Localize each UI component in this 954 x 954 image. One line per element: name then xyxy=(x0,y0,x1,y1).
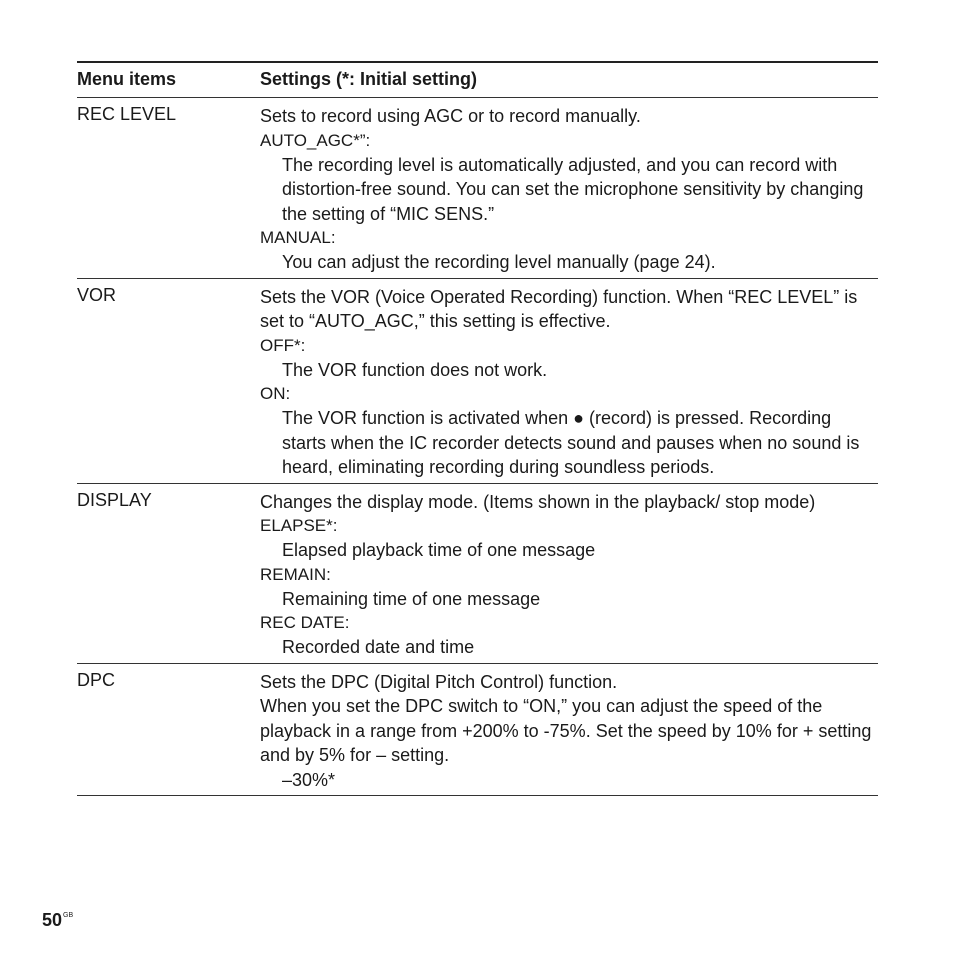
settings-cell xyxy=(260,664,878,796)
option-label: AUTO_AGC*”: xyxy=(260,130,371,150)
settings-cell xyxy=(260,98,878,278)
option-label: ELAPSE*: xyxy=(260,516,338,535)
option-label: –30%* xyxy=(282,769,336,790)
option-description: Recorded date and time xyxy=(282,637,475,657)
option-description: You can adjust the recording level manually (page 24). xyxy=(282,252,716,272)
option-description: Remaining time of one message xyxy=(282,588,541,609)
setting-description: When you set the DPC switch to “ON,” you can adjust the speed of the playback in a range from +200% to -75%. Set the speed by 10% for + setting and by 5% for – setting. xyxy=(260,696,872,765)
option-description: The VOR function is activated when ● (record) is pressed. Recording starts when the IC recorder detects sound and pauses when no sound is heard, eliminating recording during soundless periods. xyxy=(282,408,860,477)
menu-item-rec-level: REC LEVEL xyxy=(77,104,177,124)
menu-item-vor: VOR xyxy=(77,284,117,305)
table-header xyxy=(77,63,878,98)
table-row xyxy=(77,484,878,664)
option-label: OFF*: xyxy=(260,335,306,355)
option-description: Elapsed playback time of one message xyxy=(282,540,596,560)
settings-cell xyxy=(260,279,878,483)
setting-lead: Changes the display mode. (Items shown in the playback/ stop mode) xyxy=(260,491,816,512)
menu-item-display: DISPLAY xyxy=(77,489,152,510)
settings-table xyxy=(77,61,878,796)
setting-lead: Sets to record using AGC or to record manually. xyxy=(260,106,641,126)
menu-item-dpc: DPC xyxy=(77,669,116,690)
header-menu-items: Menu items xyxy=(77,69,177,89)
page-region-code: GB xyxy=(63,912,74,919)
option-label: REMAIN: xyxy=(260,564,331,584)
header-settings: Settings (*: Initial setting) xyxy=(260,69,478,89)
option-description: The VOR function does not work. xyxy=(282,359,548,380)
table-row xyxy=(77,98,878,279)
option-label: ON: xyxy=(260,384,291,403)
setting-lead: Sets the VOR (Voice Operated Recording) function. When “REC LEVEL” is set to “AUTO_AGC,” this setting is effective. xyxy=(260,286,858,331)
option-description: The recording level is automatically adjusted, and you can record with distortion-free sound. You can set the microphone sensitivity by changing the setting of “MIC SENS.” xyxy=(282,154,864,224)
option-label: REC DATE: xyxy=(260,613,350,632)
setting-lead: Sets the DPC (Digital Pitch Control) function. xyxy=(260,671,618,692)
table-row xyxy=(77,664,878,797)
settings-cell xyxy=(260,484,878,663)
page-number xyxy=(42,910,73,931)
page-number-value: 50 xyxy=(42,910,63,930)
option-label: MANUAL: xyxy=(260,228,336,247)
table-row xyxy=(77,279,878,484)
